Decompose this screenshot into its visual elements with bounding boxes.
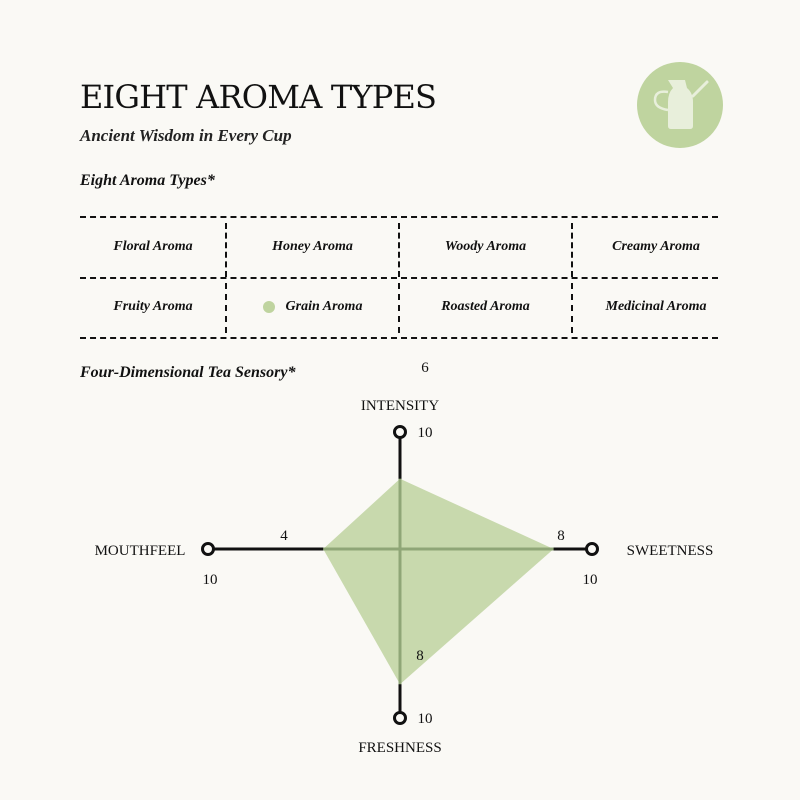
aroma-cell-creamy: Creamy Aroma [612,239,700,254]
radar-endpoint-intensity [395,427,406,438]
page-subtitle: Ancient Wisdom in Every Cup [80,126,292,145]
teapot-icon [637,62,723,148]
aroma-cell-honey: Honey Aroma [272,239,353,254]
radar-axis-label-sweetness: SWEETNESS [626,543,714,559]
radar-endpoint-mouthfeel [203,544,214,555]
radar-axis-max-sweetness: 10 [582,572,598,588]
radar-value-label-mouthfeel: 4 [280,528,288,544]
aroma-table [80,216,718,339]
radar-axis-label-freshness: FRESHNESS [358,740,442,756]
aroma-cell-floral: Floral Aroma [113,239,193,254]
radar-endpoint-sweetness [587,544,598,555]
aroma-section-heading: Eight Aroma Types* [80,172,215,189]
aroma-cell-grain-label: Grain Aroma [285,299,363,314]
aroma-cell-medicinal: Medicinal Aroma [605,299,707,314]
radar-value-label-freshness: 8 [416,648,424,664]
radar-value-label-intensity: 6 [421,360,429,376]
aroma-cell-fruity: Fruity Aroma [113,299,193,314]
radar-axis-label-intensity: INTENSITY [360,398,440,414]
radar-endpoint-freshness [395,713,406,724]
radar-axis-max-freshness: 10 [417,711,433,727]
radar-axis-max-mouthfeel: 10 [202,572,218,588]
radar-value-label-sweetness: 8 [557,528,565,544]
radar-axis-max-intensity: 10 [417,425,433,441]
radar-axis-label-mouthfeel: MOUTHFEEL [94,543,186,559]
page-title: EIGHT AROMA TYPES [80,78,437,116]
aroma-cell-grain [226,278,399,336]
sensory-section-heading: Four-Dimensional Tea Sensory* [80,364,296,381]
highlight-dot-icon [263,301,275,313]
radar-value-area [323,479,553,684]
table-bottom-divider [80,337,718,339]
aroma-cell-woody: Woody Aroma [444,239,527,254]
aroma-cell-roasted: Roasted Aroma [441,299,530,314]
